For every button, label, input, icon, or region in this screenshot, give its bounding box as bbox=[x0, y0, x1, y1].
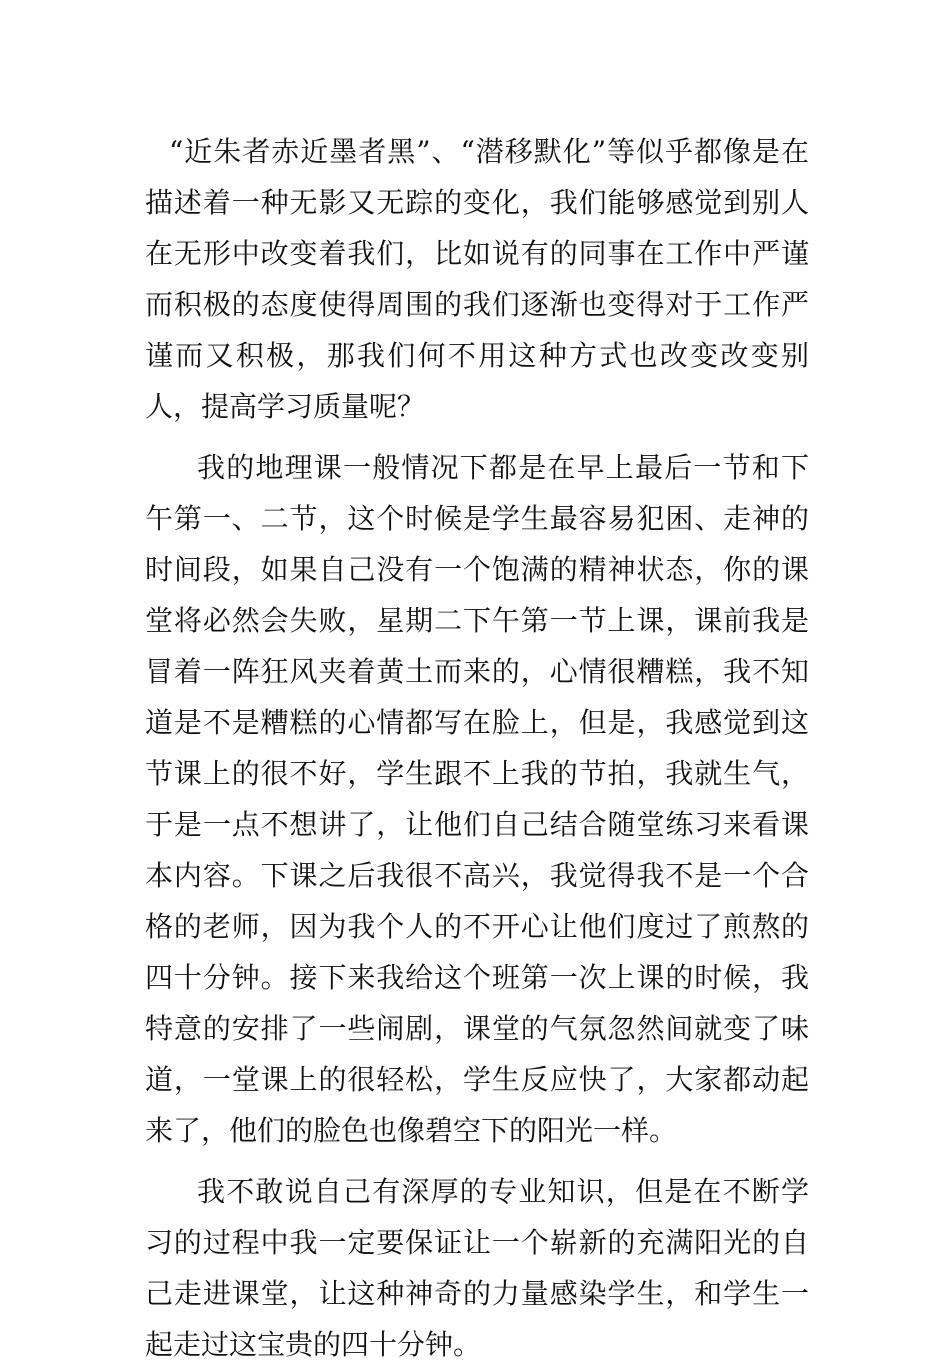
paragraph-2: 我的地理课一般情况下都是在早上最后一节和下午第一、二节，这个时候是学生最容易犯困、走神的时间段，如果自己没有一个饱满的精神状态，你的课堂将必然会失败，星期二下午第一节上课，课前我是冒着一阵狂风夹着黄土而来的，心情很糟糕，我不知道是不是糟糕的心情都写在脸上，但是，我感觉到这节课上的很不好，学生跟不上我的节拍，我就生气，于是一点不想讲了，让他们自己结合随堂练习来看课本内容。下课之后我很不高兴，我觉得我不是一个合格的老师，因为我个人的不开心让他们度过了煎熬的四十分钟。接下来我给这个班第一次上课的时候，我特意的安排了一些闹剧，课堂的气氛忽然间就变了味道，一堂课上的很轻松，学生反应快了，大家都动起来了，他们的脸色也像碧空下的阳光一样。 bbox=[145, 451, 809, 1147]
document-body bbox=[145, 126, 809, 1370]
paragraph-1: “近朱者赤近墨者黑”、“潜移默化”等似乎都像是在描述着一种无影又无踪的变化，我们能够感觉到别人在无形中改变着我们，比如说有的同事在工作中严谨而积极的态度使得周围的我们逐渐也变得对于工作严谨而又积极，那我们何不用这种方式也改变改变别人，提高学习质量呢？ bbox=[145, 135, 809, 423]
paragraph-3: 我不敢说自己有深厚的专业知识，但是在不断学习的过程中我一定要保证让一个崭新的充满阳光的自己走进课堂，让这种神奇的力量感染学生，和学生一起走过这宝贵的四十分钟。 bbox=[145, 1175, 809, 1361]
